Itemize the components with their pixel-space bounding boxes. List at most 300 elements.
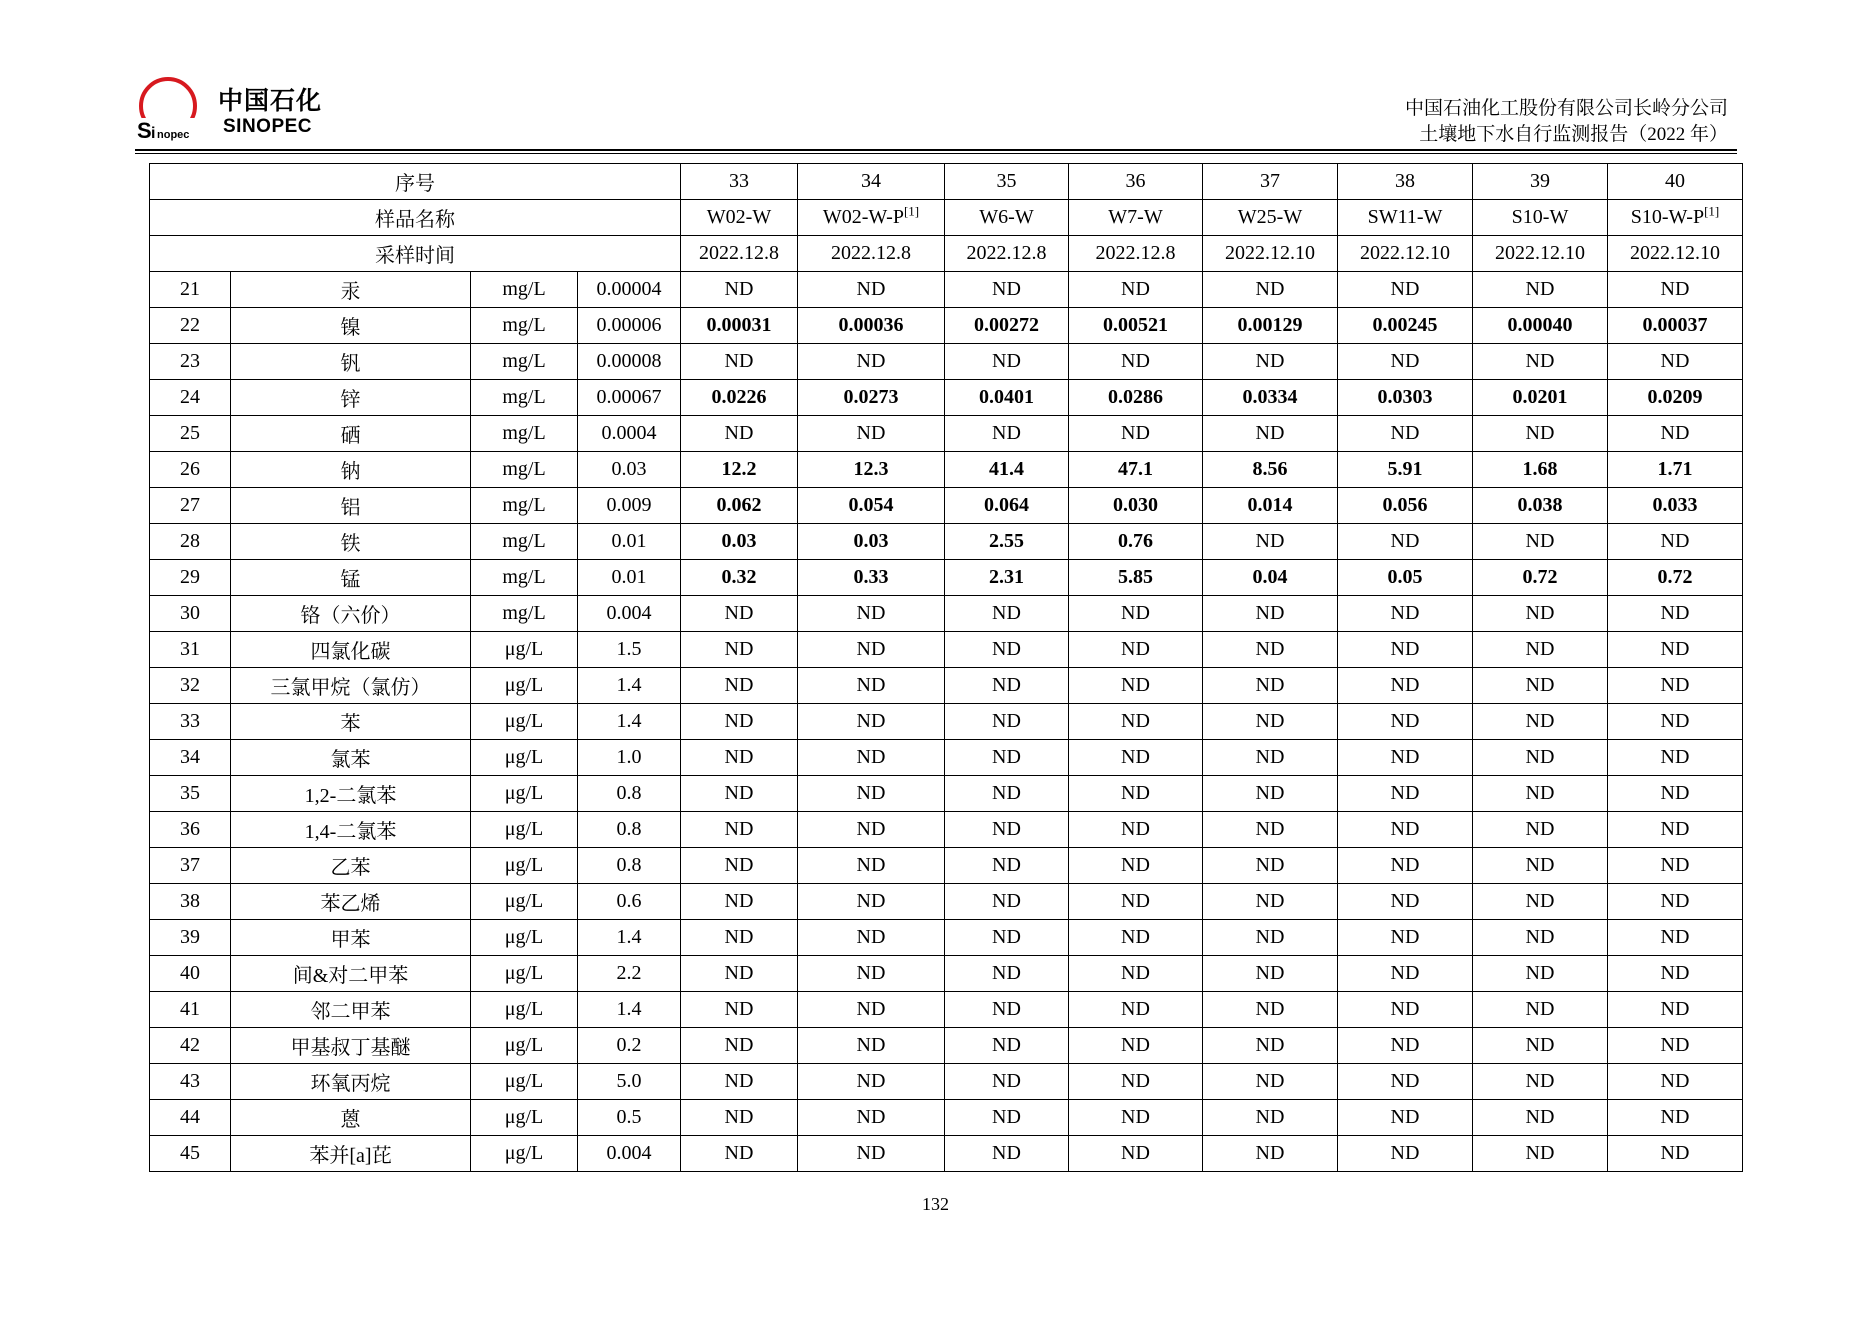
result-value: ND [681, 1136, 798, 1172]
result-value: ND [1338, 1136, 1473, 1172]
sample-name: SW11-W [1367, 206, 1443, 228]
table-row [150, 416, 1743, 452]
detection-limit: 0.009 [578, 488, 681, 524]
detection-limit: 0.00006 [578, 308, 681, 344]
unit: μg/L [471, 1064, 578, 1100]
result-value: 1.68 [1473, 452, 1608, 488]
result-value: ND [1338, 848, 1473, 884]
result-value: ND [798, 1028, 945, 1064]
column-seq: 34 [798, 164, 945, 200]
result-value: ND [945, 1136, 1069, 1172]
row-number: 40 [150, 956, 231, 992]
result-value: ND [798, 884, 945, 920]
table-row [150, 344, 1743, 380]
result-value: ND [1069, 668, 1203, 704]
detection-limit: 0.2 [578, 1028, 681, 1064]
parameter-name: 铬（六价） [231, 596, 471, 632]
result-value: ND [798, 992, 945, 1028]
row-number: 23 [150, 344, 231, 380]
result-value: ND [1473, 524, 1608, 560]
result-value: ND [1338, 1064, 1473, 1100]
column-seq: 37 [1203, 164, 1338, 200]
result-value: ND [1069, 848, 1203, 884]
result-value: ND [1203, 596, 1338, 632]
result-value: 2.55 [945, 524, 1069, 560]
result-value: ND [681, 416, 798, 452]
result-value: ND [681, 344, 798, 380]
svg-text:nopec: nopec [157, 129, 190, 141]
parameter-name: 锌 [231, 380, 471, 416]
result-value: 0.0401 [945, 380, 1069, 416]
detection-limit: 0.00008 [578, 344, 681, 380]
result-value: 2.31 [945, 560, 1069, 596]
result-value: ND [945, 704, 1069, 740]
result-value: ND [945, 596, 1069, 632]
result-value: ND [1069, 596, 1203, 632]
result-value: 0.0273 [798, 380, 945, 416]
result-value: ND [945, 1028, 1069, 1064]
monitoring-results-table [149, 163, 1743, 1172]
result-value: ND [1473, 992, 1608, 1028]
column-seq: 40 [1608, 164, 1743, 200]
unit: μg/L [471, 668, 578, 704]
result-value: ND [1473, 1136, 1608, 1172]
sample-name: W02-W-P [822, 206, 904, 228]
result-value: ND [798, 668, 945, 704]
result-value: ND [1069, 812, 1203, 848]
unit: μg/L [471, 740, 578, 776]
unit: mg/L [471, 560, 578, 596]
unit: mg/L [471, 308, 578, 344]
result-value: ND [681, 668, 798, 704]
header-rule [135, 149, 1737, 151]
parameter-name: 氯苯 [231, 740, 471, 776]
parameter-name: 钒 [231, 344, 471, 380]
result-value: ND [681, 704, 798, 740]
result-value: ND [1338, 524, 1473, 560]
page-number: 132 [922, 1194, 949, 1214]
row-number: 39 [150, 920, 231, 956]
result-value: ND [1069, 344, 1203, 380]
row-number: 22 [150, 308, 231, 344]
unit: μg/L [471, 920, 578, 956]
column-seq: 39 [1473, 164, 1608, 200]
result-value: ND [1203, 416, 1338, 452]
detection-limit: 1.4 [578, 668, 681, 704]
row-number: 41 [150, 992, 231, 1028]
parameter-name: 苯乙烯 [231, 884, 471, 920]
report-title-block [1405, 96, 1728, 148]
result-value: 0.00037 [1608, 308, 1743, 344]
detection-limit: 0.8 [578, 848, 681, 884]
sample-name: S10-W-P [1630, 206, 1705, 228]
detection-limit: 0.8 [578, 812, 681, 848]
table-row [150, 632, 1743, 668]
parameter-name: 铁 [231, 524, 471, 560]
unit: μg/L [471, 812, 578, 848]
result-value: ND [1203, 668, 1338, 704]
detection-limit: 0.8 [578, 776, 681, 812]
result-value: ND [1608, 776, 1743, 812]
table-row [150, 308, 1743, 344]
svg-text:S: S [137, 118, 152, 143]
header-row-seq [150, 164, 1743, 200]
row-number: 42 [150, 1028, 231, 1064]
detection-limit: 1.0 [578, 740, 681, 776]
column-sample-name [1203, 200, 1338, 236]
result-value: ND [1203, 632, 1338, 668]
row-number: 30 [150, 596, 231, 632]
result-value: ND [1473, 848, 1608, 884]
column-seq: 33 [681, 164, 798, 200]
table-row [150, 920, 1743, 956]
result-value: 0.72 [1608, 560, 1743, 596]
detection-limit: 0.03 [578, 452, 681, 488]
result-value: ND [1203, 272, 1338, 308]
sinopec-logo [135, 76, 335, 142]
row-number: 32 [150, 668, 231, 704]
result-value: ND [1608, 812, 1743, 848]
result-value: ND [1069, 416, 1203, 452]
result-value: ND [1608, 1100, 1743, 1136]
parameter-name: 锰 [231, 560, 471, 596]
seq-label: 序号 [150, 164, 681, 200]
result-value: ND [1338, 596, 1473, 632]
detection-limit: 1.5 [578, 632, 681, 668]
result-value: ND [1069, 1136, 1203, 1172]
column-sample-date: 2022.12.8 [681, 236, 798, 272]
table-row [150, 884, 1743, 920]
table-row [150, 1064, 1743, 1100]
parameter-name: 甲苯 [231, 920, 471, 956]
result-value: ND [1069, 884, 1203, 920]
result-value: ND [1608, 956, 1743, 992]
sample-footnote-ref: [1] [903, 203, 920, 219]
result-value: ND [798, 848, 945, 884]
result-value: ND [798, 416, 945, 452]
result-value: ND [1608, 1136, 1743, 1172]
result-value: ND [945, 632, 1069, 668]
result-value: ND [1608, 884, 1743, 920]
logo-english-name: SINOPEC [223, 116, 313, 137]
result-value: ND [798, 1064, 945, 1100]
result-value: ND [1069, 992, 1203, 1028]
result-value: ND [681, 1100, 798, 1136]
parameter-name: 蒽 [231, 1100, 471, 1136]
result-value: ND [798, 632, 945, 668]
result-value: ND [798, 344, 945, 380]
table-row [150, 704, 1743, 740]
parameter-name: 甲基叔丁基醚 [231, 1028, 471, 1064]
result-value: 0.33 [798, 560, 945, 596]
result-value: ND [1473, 632, 1608, 668]
result-value: 0.038 [1473, 488, 1608, 524]
column-seq: 36 [1069, 164, 1203, 200]
result-value: ND [1338, 344, 1473, 380]
result-value: ND [681, 1028, 798, 1064]
result-value: 0.32 [681, 560, 798, 596]
unit: mg/L [471, 416, 578, 452]
detection-limit: 1.4 [578, 920, 681, 956]
result-value: ND [945, 956, 1069, 992]
result-value: ND [1203, 992, 1338, 1028]
unit: μg/L [471, 848, 578, 884]
result-value: 0.033 [1608, 488, 1743, 524]
result-value: 1.71 [1608, 452, 1743, 488]
result-value: 0.76 [1069, 524, 1203, 560]
result-value: ND [1473, 1064, 1608, 1100]
result-value: 0.054 [798, 488, 945, 524]
result-value: ND [1203, 848, 1338, 884]
result-value: ND [1608, 1064, 1743, 1100]
unit: μg/L [471, 632, 578, 668]
table-row [150, 668, 1743, 704]
row-number: 25 [150, 416, 231, 452]
result-value: ND [681, 272, 798, 308]
result-value: ND [1338, 668, 1473, 704]
result-value: 5.91 [1338, 452, 1473, 488]
sample-name: W25-W [1237, 206, 1303, 228]
row-number: 33 [150, 704, 231, 740]
row-number: 26 [150, 452, 231, 488]
result-value: ND [1338, 920, 1473, 956]
result-value: ND [798, 812, 945, 848]
result-value: ND [681, 596, 798, 632]
result-value: ND [1338, 884, 1473, 920]
unit: μg/L [471, 992, 578, 1028]
parameter-name: 铝 [231, 488, 471, 524]
table-row [150, 524, 1743, 560]
detection-limit: 0.004 [578, 1136, 681, 1172]
result-value: 5.85 [1069, 560, 1203, 596]
detection-limit: 2.2 [578, 956, 681, 992]
unit: μg/L [471, 1028, 578, 1064]
column-sample-date: 2022.12.8 [1069, 236, 1203, 272]
result-value: 41.4 [945, 452, 1069, 488]
result-value: ND [1069, 272, 1203, 308]
result-value: ND [1338, 956, 1473, 992]
result-value: ND [681, 920, 798, 956]
result-value: ND [1203, 740, 1338, 776]
table-row [150, 848, 1743, 884]
time-label: 采样时间 [150, 236, 681, 272]
result-value: ND [1473, 416, 1608, 452]
result-value: 0.030 [1069, 488, 1203, 524]
result-value: ND [798, 956, 945, 992]
result-value: ND [1338, 776, 1473, 812]
table-row [150, 1100, 1743, 1136]
result-value: 0.03 [681, 524, 798, 560]
result-value: ND [1338, 1100, 1473, 1136]
result-value: ND [1608, 668, 1743, 704]
row-number: 24 [150, 380, 231, 416]
column-sample-name [1069, 200, 1203, 236]
table-row [150, 1136, 1743, 1172]
table-row [150, 488, 1743, 524]
result-value: ND [1069, 1100, 1203, 1136]
column-sample-date: 2022.12.8 [798, 236, 945, 272]
row-number: 37 [150, 848, 231, 884]
column-sample-name [1608, 200, 1743, 236]
result-value: 0.00272 [945, 308, 1069, 344]
row-number: 36 [150, 812, 231, 848]
result-value: 0.062 [681, 488, 798, 524]
unit: μg/L [471, 884, 578, 920]
unit: μg/L [471, 956, 578, 992]
result-value: ND [945, 272, 1069, 308]
result-value: ND [798, 704, 945, 740]
result-value: ND [1203, 884, 1338, 920]
result-value: ND [945, 776, 1069, 812]
result-value: ND [1608, 344, 1743, 380]
detection-limit: 1.4 [578, 704, 681, 740]
result-value: ND [1338, 704, 1473, 740]
result-value: 0.014 [1203, 488, 1338, 524]
table-row [150, 956, 1743, 992]
detection-limit: 0.6 [578, 884, 681, 920]
parameter-name: 硒 [231, 416, 471, 452]
result-value: ND [1203, 1028, 1338, 1064]
parameter-name: 1,2-二氯苯 [231, 776, 471, 812]
result-value: ND [1203, 1064, 1338, 1100]
parameter-name: 邻二甲苯 [231, 992, 471, 1028]
result-value: ND [945, 1100, 1069, 1136]
result-value: ND [1608, 416, 1743, 452]
result-value: ND [945, 812, 1069, 848]
result-value: 0.00040 [1473, 308, 1608, 344]
row-number: 21 [150, 272, 231, 308]
unit: mg/L [471, 380, 578, 416]
header-row-sample [150, 200, 1743, 236]
unit: mg/L [471, 344, 578, 380]
table-row [150, 992, 1743, 1028]
result-value: ND [1203, 344, 1338, 380]
result-value: ND [1608, 524, 1743, 560]
result-value: ND [681, 740, 798, 776]
result-value: ND [945, 992, 1069, 1028]
result-value: ND [681, 812, 798, 848]
result-value: 47.1 [1069, 452, 1203, 488]
result-value: ND [1473, 272, 1608, 308]
svg-text:i: i [151, 125, 156, 142]
result-value: ND [798, 776, 945, 812]
detection-limit: 0.5 [578, 1100, 681, 1136]
result-value: 0.00031 [681, 308, 798, 344]
result-value: ND [1473, 596, 1608, 632]
table-row [150, 596, 1743, 632]
table-row [150, 776, 1743, 812]
column-sample-name [681, 200, 798, 236]
column-sample-name [1473, 200, 1608, 236]
unit: mg/L [471, 596, 578, 632]
column-sample-name [1338, 200, 1473, 236]
result-value: ND [1069, 920, 1203, 956]
result-value: ND [1069, 1028, 1203, 1064]
result-value: ND [1608, 704, 1743, 740]
result-value: ND [1608, 920, 1743, 956]
result-value: ND [1069, 740, 1203, 776]
result-value: ND [681, 956, 798, 992]
result-value: ND [1203, 956, 1338, 992]
result-value: 8.56 [1203, 452, 1338, 488]
result-value: ND [1203, 1100, 1338, 1136]
parameter-name: 镍 [231, 308, 471, 344]
result-value: ND [1069, 704, 1203, 740]
result-value: 0.00036 [798, 308, 945, 344]
table-row [150, 812, 1743, 848]
result-value: 0.0201 [1473, 380, 1608, 416]
result-value: 0.056 [1338, 488, 1473, 524]
table-row [150, 452, 1743, 488]
result-value: 0.05 [1338, 560, 1473, 596]
result-value: ND [1203, 1136, 1338, 1172]
result-value: 0.0303 [1338, 380, 1473, 416]
unit: mg/L [471, 452, 578, 488]
logo-chinese-name: 中国石化 [218, 86, 323, 115]
result-value: ND [1608, 740, 1743, 776]
result-value: ND [1473, 668, 1608, 704]
table-row [150, 560, 1743, 596]
result-value: ND [681, 632, 798, 668]
result-value: ND [1338, 416, 1473, 452]
row-number: 43 [150, 1064, 231, 1100]
result-value: ND [1203, 776, 1338, 812]
result-value: 0.00245 [1338, 308, 1473, 344]
result-value: ND [798, 740, 945, 776]
parameter-name: 间&对二甲苯 [231, 956, 471, 992]
result-value: ND [1069, 776, 1203, 812]
unit: mg/L [471, 524, 578, 560]
result-value: ND [1069, 956, 1203, 992]
result-value: ND [1608, 848, 1743, 884]
result-value: ND [1473, 920, 1608, 956]
table-row [150, 1028, 1743, 1064]
column-sample-name [798, 200, 945, 236]
row-number: 31 [150, 632, 231, 668]
unit: μg/L [471, 1136, 578, 1172]
result-value: ND [681, 1064, 798, 1100]
detection-limit: 0.0004 [578, 416, 681, 452]
result-value: ND [1203, 704, 1338, 740]
detection-limit: 0.00067 [578, 380, 681, 416]
result-value: 0.00521 [1069, 308, 1203, 344]
result-value: ND [681, 848, 798, 884]
column-sample-date: 2022.12.10 [1473, 236, 1608, 272]
result-value: ND [1338, 740, 1473, 776]
result-value: 12.3 [798, 452, 945, 488]
result-value: ND [945, 848, 1069, 884]
result-value: 0.0209 [1608, 380, 1743, 416]
result-value: ND [1473, 1028, 1608, 1064]
column-sample-date: 2022.12.10 [1338, 236, 1473, 272]
sample-label: 样品名称 [150, 200, 681, 236]
result-value: ND [1608, 272, 1743, 308]
result-value: 0.72 [1473, 560, 1608, 596]
result-value: ND [1338, 812, 1473, 848]
result-value: 0.03 [798, 524, 945, 560]
sample-name: W6-W [979, 206, 1034, 228]
table-row [150, 272, 1743, 308]
result-value: ND [1473, 956, 1608, 992]
result-value: ND [798, 1100, 945, 1136]
parameter-name: 1,4-二氯苯 [231, 812, 471, 848]
table-row [150, 740, 1743, 776]
result-value: ND [1473, 344, 1608, 380]
unit: μg/L [471, 704, 578, 740]
result-value: ND [1338, 1028, 1473, 1064]
result-value: ND [1203, 524, 1338, 560]
parameter-name: 苯 [231, 704, 471, 740]
